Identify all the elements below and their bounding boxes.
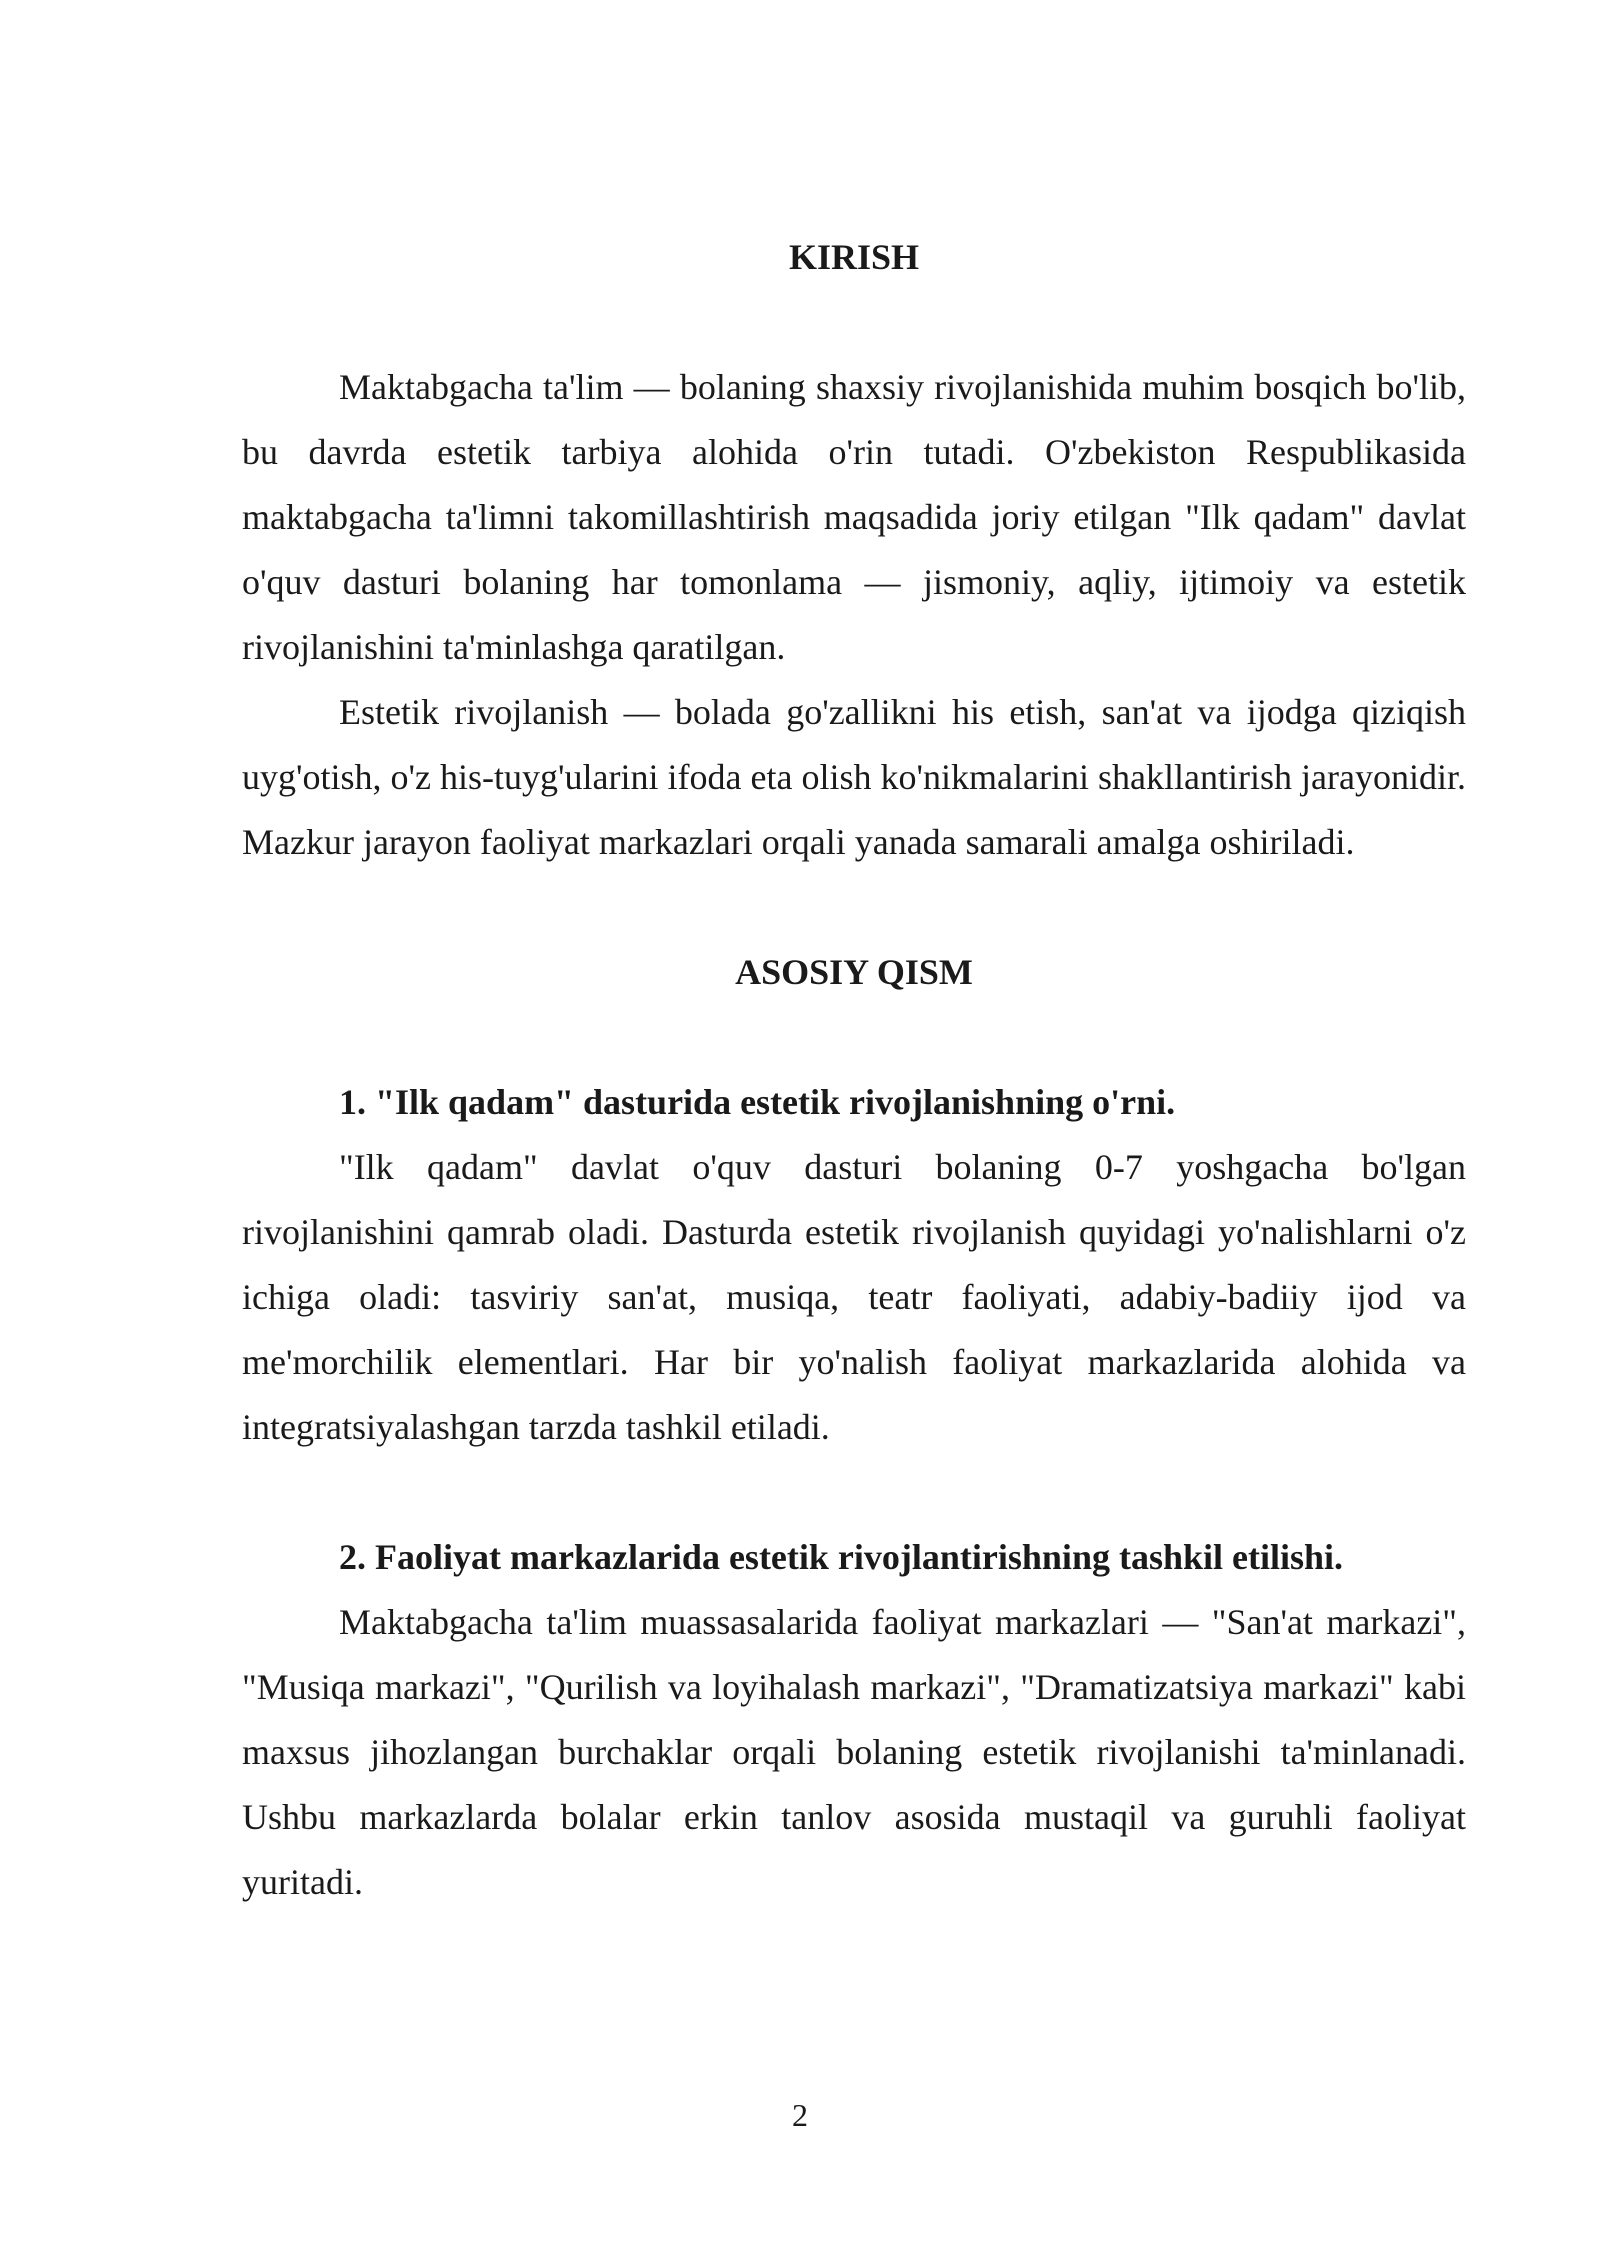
section-2-heading: 2. Faoliyat markazlarida estetik rivojlantirishning tashkil etilishi. bbox=[339, 1537, 1344, 1577]
section-1-heading: 1. "Ilk qadam" dasturida estetik rivojlanishning o'rni. bbox=[339, 1082, 1176, 1122]
intro-paragraph-2: Estetik rivojlanish — bolada go'zallikni his etish, san'at va ijodga qiziqish uyg'otish, o'z his-tuyg'ularini ifoda eta olish ko'nikmalarini shakllantirish jarayonidir. Mazkur jarayon faoliyat markazlari orqali yanada samarali amalga oshiriladi. bbox=[242, 692, 1466, 862]
intro-paragraph-1: Maktabgacha ta'lim — bolaning shaxsiy rivojlanishida muhim bosqich bo'lib, bu davrda estetik tarbiya alohida o'rin tutadi. O'zbekiston Respublikasida maktabgacha ta'limni takomillashtirish maqsadida joriy etilgan "Ilk qadam" davlat o'quv dasturi bolaning har tomonlama — jismoniy, aqliy, ijtimoiy va estetik rivojlanishini ta'minlashga qaratilgan. bbox=[242, 367, 1466, 667]
spacer bbox=[242, 1005, 1466, 1070]
intro-title: KIRISH bbox=[788, 237, 920, 277]
page-number: 2 bbox=[792, 2097, 808, 2133]
spacer bbox=[242, 875, 1466, 940]
main-title: ASOSIY QISM bbox=[735, 952, 973, 992]
spacer bbox=[242, 1460, 1466, 1525]
page-content bbox=[242, 225, 1466, 1915]
section-1-paragraph: "Ilk qadam" davlat o'quv dasturi bolaning 0-7 yoshgacha bo'lgan rivojlanishini qamrab oladi. Dasturda estetik rivojlanish quyidagi yo'nalishlarni o'z ichiga oladi: tasviriy san'at, musiqa, teatr faoliyati, adabiy-badiiy ijod va me'morchilik elementlari. Har bir yo'nalish faoliyat markazlarida alohida va integratsiyalashgan tarzda tashkil etiladi. bbox=[242, 1147, 1466, 1447]
spacer bbox=[242, 290, 1466, 355]
section-2-paragraph: Maktabgacha ta'lim muassasalarida faoliyat markazlari — "San'at markazi", "Musiqa markazi", "Qurilish va loyihalash markazi", "Dramatizatsiya markazi" kabi maxsus jihozlangan burchaklar orqali bolaning estetik rivojlanishi ta'minlanadi. Ushbu markazlarda bolalar erkin tanlov asosida mustaqil va guruhli faoliyat yuritadi. bbox=[242, 1602, 1466, 1902]
